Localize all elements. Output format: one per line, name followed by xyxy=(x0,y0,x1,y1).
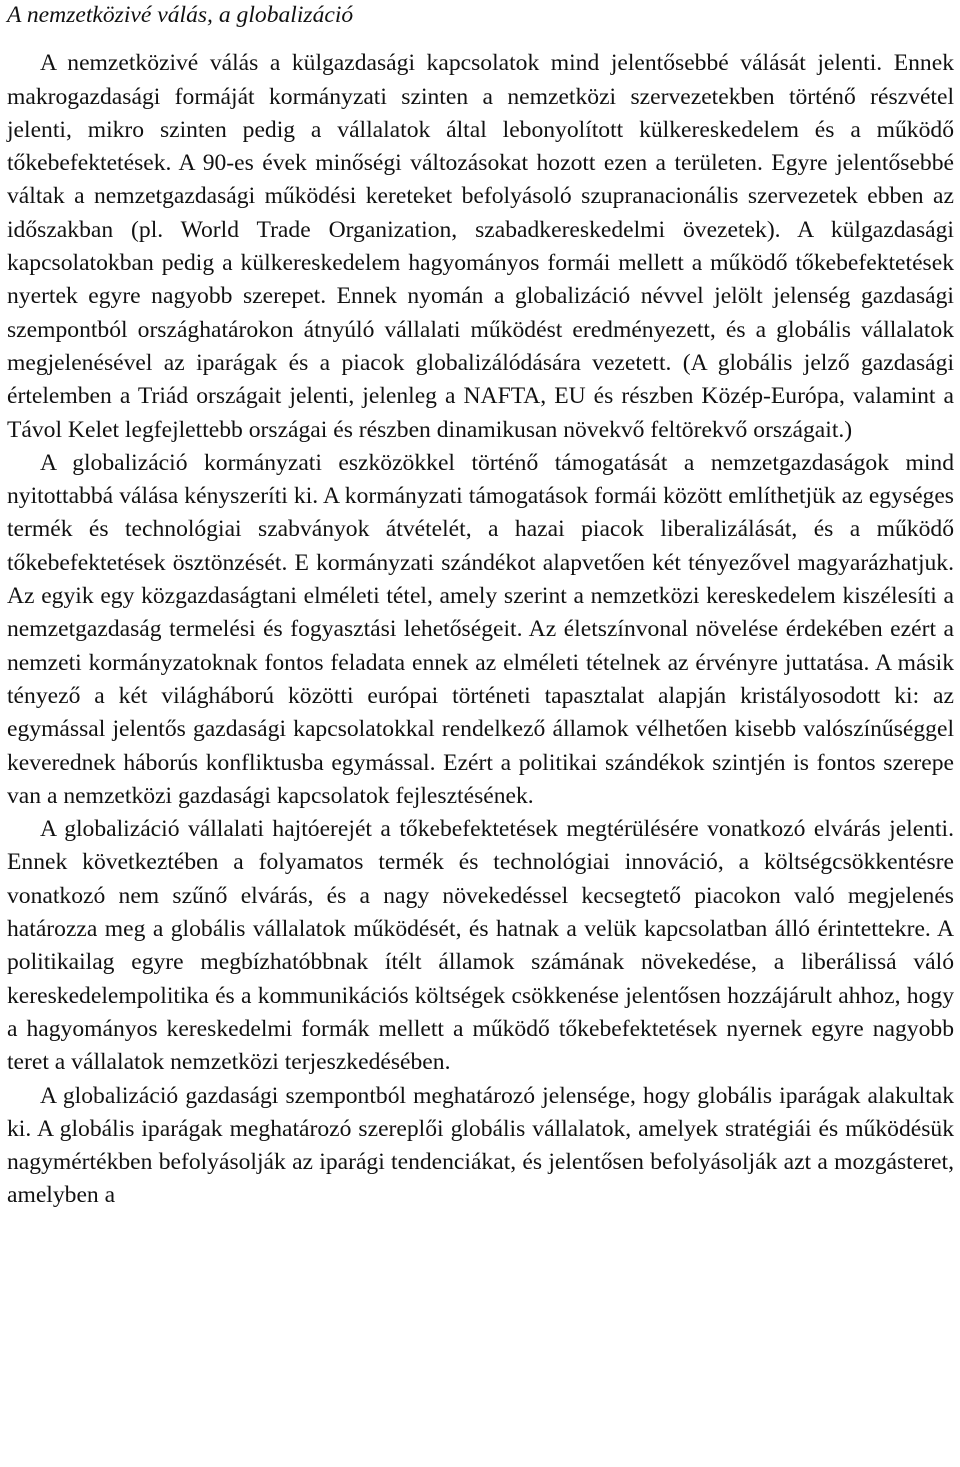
paragraph-global-industries: A globalizáció gazdasági szempontból meghatározó jelensége, hogy globális iparágak alakultak ki. A globális iparágak meghatározó szereplői globális vállalatok, amelyek stratégiái és működésük nagymértékben befolyásolják az iparági tendenciákat, és jelentősen befolyásolják azt a mozgásteret, amelyben a xyxy=(7,1082,954,1209)
section-heading: A nemzetközivé válás, a globalizáció xyxy=(7,2,354,28)
paragraph-corporate-drivers: A globalizáció vállalati hajtóerejét a tőkebefektetések megtérülésére vonatkozó elvárás jelenti. Ennek következtében a folyamatos termék és technológiai innováció, a költségcsökkentésre vonatkozó nem szűnő elvárás, és a nagy növekedéssel kecsegtető piacokon való megjelenés határozza meg a globális vállalatok működését, és hatnak a velük kapcsolatban álló érintettekre. A politikailag egyre megbízhatóbbnak ítélt államok számának növekedése, a liberálissá váló kereskedelempolitika és a kommunikációs költségek csökkenése jelentősen hozzájárult ahhoz, hogy a hagyományos kereskedelmi formák mellett a működő tőkebefektetések nyernek egyre nagyobb teret a vállalatok nemzetközi terjeszkedésében. xyxy=(7,816,954,1076)
paragraph-internationalization: A nemzetközivé válás a külgazdasági kapcsolatok mind jelentősebbé válását jelenti. Ennek makrogazdasági formáját kormányzati szinten a nemzetközi szervezetekben történő részvétel jelenti, mikro szinten pedig a vállalatok által lebonyolított külkereskedelem és a működő tőkebefektetések. A 90-es évek minőségi változásokat hozott ezen a területen. Egyre jelentősebbé váltak a nemzetgazdasági működési kereteket befolyásoló szupranacionális szervezetek ebben az időszakban (pl. World Trade Organization, szabadkereskedelmi övezetek). A külgazdasági kapcsolatokban pedig a külkereskedelem hagyományos formái mellett a működő tőkebefektetések nyertek egyre nagyobb szerepet. Ennek nyomán a globalizáció névvel jelölt jelenség gazdasági szempontból országhatárokon átnyúló vállalati működést eredményezett, és a globális vállalatok megjelenésével az iparágak és a piacok globalizálódására vezetett. (A globális jelző gazdasági értelemben a Triád országait jelenti, jelenleg a NAFTA, EU és részben Közép-Európa, valamint a Távol Kelet legfejlettebb országai és részben dinamikusan növekvő feltörekvő országait.) xyxy=(7,50,954,443)
paragraph-government-support: A globalizáció kormányzati eszközökkel történő támogatását a nemzetgazdaságok mind nyitottabbá válása kényszeríti ki. A kormányzati támogatások formái között említhetjük az egységes termék és technológiai szabványok átvételét, a hazai piacok liberalizálását, és a működő tőkebefektetések ösztönzését. E kormányzati szándékot alapvetően két tényezővel magyarázhatjuk. Az egyik egy közgazdaságtani elméleti tétel, amely szerint a nemzetközi kereskedelem kiszélesíti a nemzetgazdaság termelési és fogyasztási lehetőségeit. Az életszínvonal növelése érdekében ezért a nemzeti kormányzatoknak fontos feladata ennek az elméleti tételnek az érvényre juttatása. A másik tényező a két világháború közötti európai történeti tapasztalat alapján kristályosodott ki: az egymással jelentős gazdasági kapcsolatokkal rendelkező államok vélhetően kisebb valószínűséggel keverednek háborús konfliktusba egymással. Ezért a politikai szándékok szintjén is fontos szerepe van a nemzetközi gazdasági kapcsolatok fejlesztésének. xyxy=(7,449,954,809)
